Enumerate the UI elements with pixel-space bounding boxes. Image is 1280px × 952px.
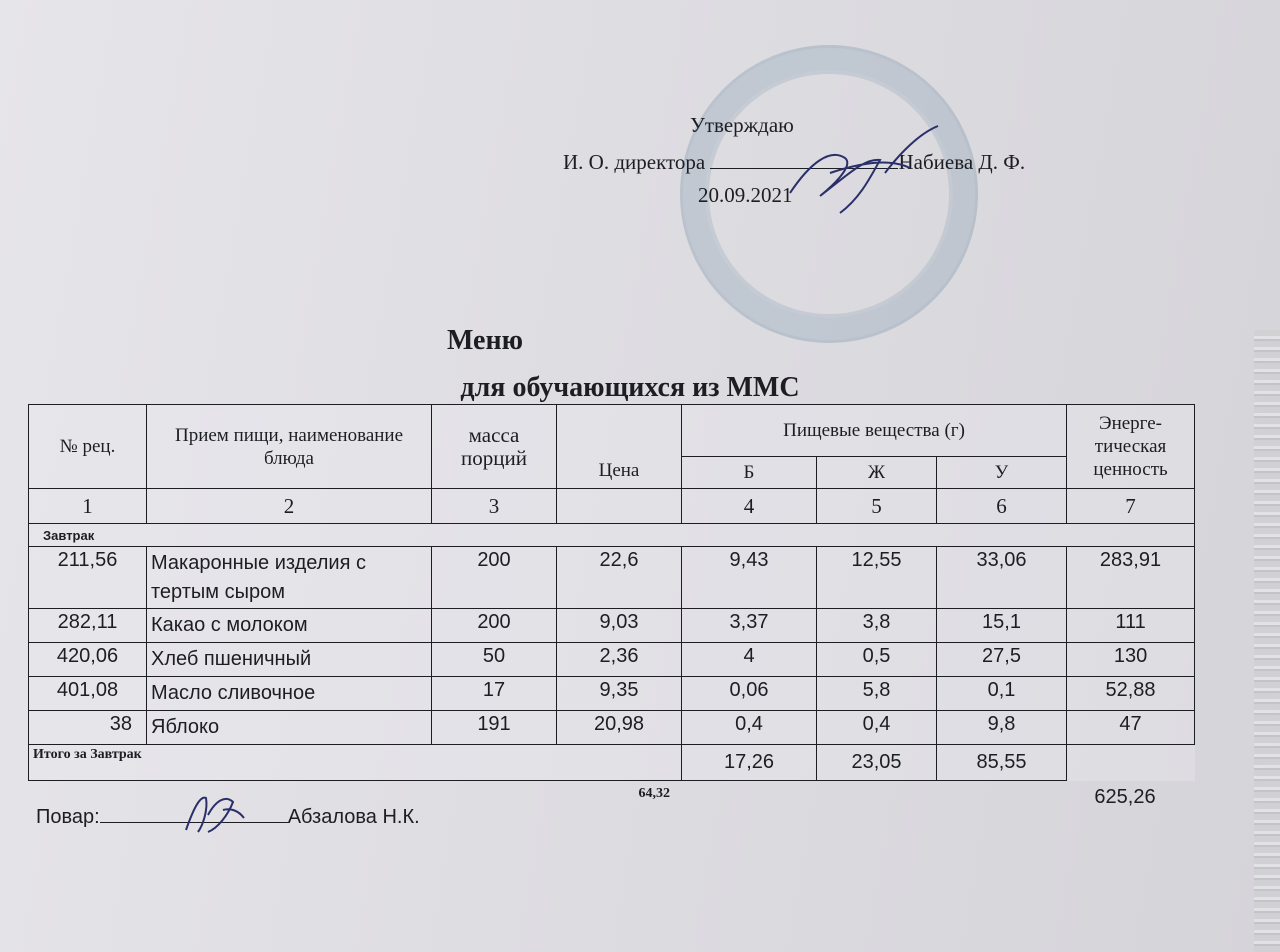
cell-energy: 47	[1067, 711, 1195, 745]
table-row	[29, 547, 1195, 609]
approval-date: 20.09.2021	[698, 183, 793, 207]
table-row	[29, 711, 1195, 745]
section-row	[29, 524, 1195, 547]
header-rec-no: № рец.	[29, 405, 147, 489]
cell-energy: 283,91	[1067, 547, 1195, 609]
total-price-label: 64,32	[638, 786, 670, 801]
cell-rec: 401,08	[29, 677, 147, 711]
table-row	[29, 677, 1195, 711]
header-nutrients: Пищевые вещества (г)	[682, 405, 1067, 457]
column-number: 6	[937, 489, 1067, 524]
cell-fat: 5,8	[817, 677, 937, 711]
cell-rec: 211,56	[29, 547, 147, 609]
section-label: Завтрак	[29, 524, 1195, 547]
cell-energy: 130	[1067, 643, 1195, 677]
document-title: Меню	[446, 325, 523, 356]
cell-fat: 3,8	[817, 609, 937, 643]
cell-carbs: 9,8	[937, 711, 1067, 745]
cell-rec: 282,11	[29, 609, 147, 643]
cell-protein: 3,37	[682, 609, 817, 643]
total-protein: 17,26	[682, 745, 817, 781]
cell-fat: 12,55	[817, 547, 937, 609]
header-dish: Прием пищи, наименование блюда	[147, 405, 432, 489]
cell-mass: 191	[432, 711, 557, 745]
cell-carbs: 0,1	[937, 677, 1067, 711]
cell-rec: 38	[29, 711, 147, 745]
cell-mass: 50	[432, 643, 557, 677]
cell-dish: Какао с молоком	[147, 609, 432, 643]
cell-protein: 9,43	[682, 547, 817, 609]
column-number	[557, 489, 682, 524]
menu-table	[28, 404, 1195, 781]
page-edge	[1254, 330, 1280, 952]
cook-name: Абзалова Н.К.	[287, 806, 420, 828]
cell-dish: Макаронные изделия с тертым сыром	[147, 547, 432, 609]
cell-carbs: 15,1	[937, 609, 1067, 643]
total-energy: 625,26	[1094, 786, 1156, 808]
cell-carbs: 27,5	[937, 643, 1067, 677]
total-carbs: 85,55	[937, 745, 1067, 781]
column-number: 1	[29, 489, 147, 524]
cell-protein: 0,06	[682, 677, 817, 711]
header-protein: Б	[682, 457, 817, 489]
approval-title: Утверждаю	[690, 113, 794, 137]
table-row	[29, 643, 1195, 677]
header-fat: Ж	[817, 457, 937, 489]
total-row	[29, 745, 1195, 781]
header-energy: Энерге- тическая ценность	[1067, 405, 1195, 489]
column-number: 3	[432, 489, 557, 524]
director-signature	[770, 118, 950, 228]
cell-dish: Яблоко	[147, 711, 432, 745]
column-number: 5	[817, 489, 937, 524]
cell-price: 22,6	[557, 547, 682, 609]
cell-protein: 4	[682, 643, 817, 677]
cell-price: 9,35	[557, 677, 682, 711]
cell-energy: 111	[1067, 609, 1195, 643]
cell-dish: Масло сливочное	[147, 677, 432, 711]
column-number: 2	[147, 489, 432, 524]
cook-label: Повар:	[36, 806, 100, 828]
cell-energy: 52,88	[1067, 677, 1195, 711]
column-number-row	[29, 489, 1195, 524]
cell-price: 20,98	[557, 711, 682, 745]
cell-protein: 0,4	[682, 711, 817, 745]
cell-price: 2,36	[557, 643, 682, 677]
cell-rec: 420,06	[29, 643, 147, 677]
column-number: 4	[682, 489, 817, 524]
document-subtitle: для обучающихся из ММС	[460, 372, 800, 403]
table-row	[29, 609, 1195, 643]
approval-position: И. О. директора	[563, 150, 706, 174]
cell-price: 9,03	[557, 609, 682, 643]
cell-mass: 200	[432, 547, 557, 609]
cell-mass: 17	[432, 677, 557, 711]
cook-signature	[178, 790, 248, 840]
approval-name: Набиева Д. Ф.	[898, 150, 1026, 174]
header-mass: масса порций	[432, 405, 557, 489]
cell-mass: 200	[432, 609, 557, 643]
header-carbs: У	[937, 457, 1067, 489]
cell-dish: Хлеб пшеничный	[147, 643, 432, 677]
header-price: Цена	[557, 405, 682, 489]
total-fat: 23,05	[817, 745, 937, 781]
total-label: Итого за Завтрак	[29, 745, 682, 781]
cell-fat: 0,4	[817, 711, 937, 745]
cell-carbs: 33,06	[937, 547, 1067, 609]
column-number: 7	[1067, 489, 1195, 524]
cell-fat: 0,5	[817, 643, 937, 677]
